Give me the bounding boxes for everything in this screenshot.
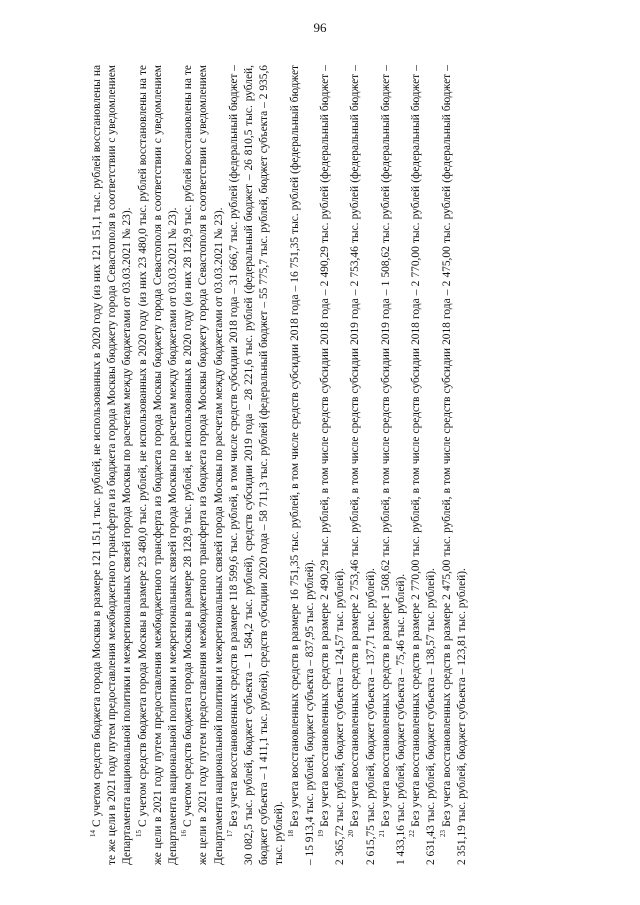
footnote-21: [379, 65, 409, 865]
footnote-17: [227, 65, 288, 865]
footnote-marker: 17: [226, 830, 235, 837]
footnote-19: [318, 65, 348, 865]
footnotes-list: [90, 65, 470, 865]
footnote-text: Без учета восстановленных средств в размере 2 475,00 тыс. рублей, в том числе средств субсидии 2018 года – 2 475,00 тыс. рублей (федеральный бюджет – 2 351,19 тыс. рублей, бюджет субъекта – 123,81 тыс. рублей).: [440, 65, 468, 865]
footnote-22: [409, 65, 439, 865]
footnote-14: [90, 65, 136, 865]
footnote-16: [181, 65, 227, 865]
footnote-marker: 20: [347, 830, 356, 837]
footnote-text: Без учета восстановленных средств в размере 2 753,46 тыс. рублей, в том числе средств субсидии 2019 года – 2 753,46 тыс. рублей (федеральный бюджет – 2 615,75 тыс. рублей, бюджет субъекта – 137,71 тыс. рублей).: [349, 65, 377, 865]
footnote-marker: 19: [317, 830, 326, 837]
footnote-20: [348, 65, 378, 865]
footnote-23: [440, 65, 470, 865]
footnote-marker: 22: [408, 830, 417, 837]
footnote-marker: 18: [286, 830, 295, 837]
footnote-text: Без учета восстановленных средств в размере 1 508,62 тыс. рублей, в том числе средств субсидии 2019 года – 1 508,62 тыс. рублей (федеральный бюджет – 1 433,16 тыс. рублей, бюджет субъекта – 75,46 тыс. рублей).: [379, 65, 408, 865]
footnote-text: Без учета восстановленных средств в размере 2 770,00 тыс. рублей, в том числе средств субсидии 2018 года – 2 770,00 тыс. рублей (федеральный бюджет – 2 631,43 тыс. рублей, бюджет субъекта – 138,57 тыс. рублей).: [410, 65, 438, 865]
footnote-marker: 15: [134, 830, 143, 837]
footnote-18: [288, 65, 318, 865]
page-number: 96: [313, 20, 327, 35]
footnote-text: С учетом средств бюджета города Москвы в размере 28 128,9 тыс. рублей, не использованных в 2020 году (из них 28 128,9 тыс. рублей восстановлены на те же цели в 2021 году путем предоставления межбюджетного трансферта из бюджета города Москвы бюджету города Севастополя в соответствии с уведомлением Департамента национальной политики и межрегиональных связей города Москвы по расчетам между бюджетами от 03.03.2021 № 23).: [182, 65, 225, 865]
footnote-text: С учетом средств бюджета города Москвы в размере 121 151,1 тыс. рублей, не использованных в 2020 году (из них 121 151,1 тыс. рублей восстановлены на те же цели в 2021 году путем предоставления межбюджетного трансферта из бюджета города Москвы бюджету города Севастополя в соответствии с уведомлением Департамента национальной политики и межрегиональных связей города Москвы по расчетам между бюджетами от 03.03.2021 № 23).: [91, 65, 134, 865]
footnote-15: [136, 65, 182, 865]
footnote-text: Без учета восстановленных средств в размере 16 751,35 тыс. рублей, в том числе средств субсидии 2018 года – 16 751,35 тыс. рублей (федеральный бюджет – 15 913,4 тыс. рублей, бюджет субъекта – 837,95 тыс. рублей).: [288, 65, 316, 865]
footnote-text: Без учета восстановленных средств в размере 118 599,6 тыс. рублей, в том числе средств субсидии 2018 года – 31 666,7 тыс. рублей (федеральный бюджет – 30 082,5 тыс. рублей, бюджет субъекта – 1 584,2 тыс. рублей), средств субсидии 2019 года – 28 221,6 тыс. рублей (федеральный бюджет – 26 810,5 тыс. рублей, бюджет субъекта – 1 411,1 тыс. рублей), средств субсидии 2020 года – 58 711,3 тыс. рублей (федеральный бюджет – 55 775,7 тыс. рублей, бюджет субъекта – 2 935,6 тыс. рублей).: [227, 65, 286, 865]
footnote-marker: 16: [180, 830, 189, 837]
rotated-page-body: [90, 65, 610, 865]
footnote-text: С учетом средств бюджета города Москвы в размере 23 480,0 тыс. рублей, не использованных в 2020 году (из них 23 480,0 тыс. рублей восстановлены на те же цели в 2021 году путем предоставления межбюджетного трансферта из бюджета города Москвы бюджету города Севастополя в соответствии с уведомлением Департамента национальной политики и межрегиональных связей города Москвы по расчетам между бюджетами от 03.03.2021 № 23).: [136, 65, 180, 865]
footnote-marker: 14: [89, 830, 98, 837]
footnote-marker: 21: [378, 830, 387, 837]
footnote-text: Без учета восстановленных средств в размере 2 490,29 тыс. рублей, в том числе средств субсидии 2018 года – 2 490,29 тыс. рублей (федеральный бюджет – 2 365,72 тыс. рублей, бюджет субъекта – 124,57 тыс. рублей).: [319, 65, 347, 865]
footnote-marker: 23: [438, 830, 447, 837]
